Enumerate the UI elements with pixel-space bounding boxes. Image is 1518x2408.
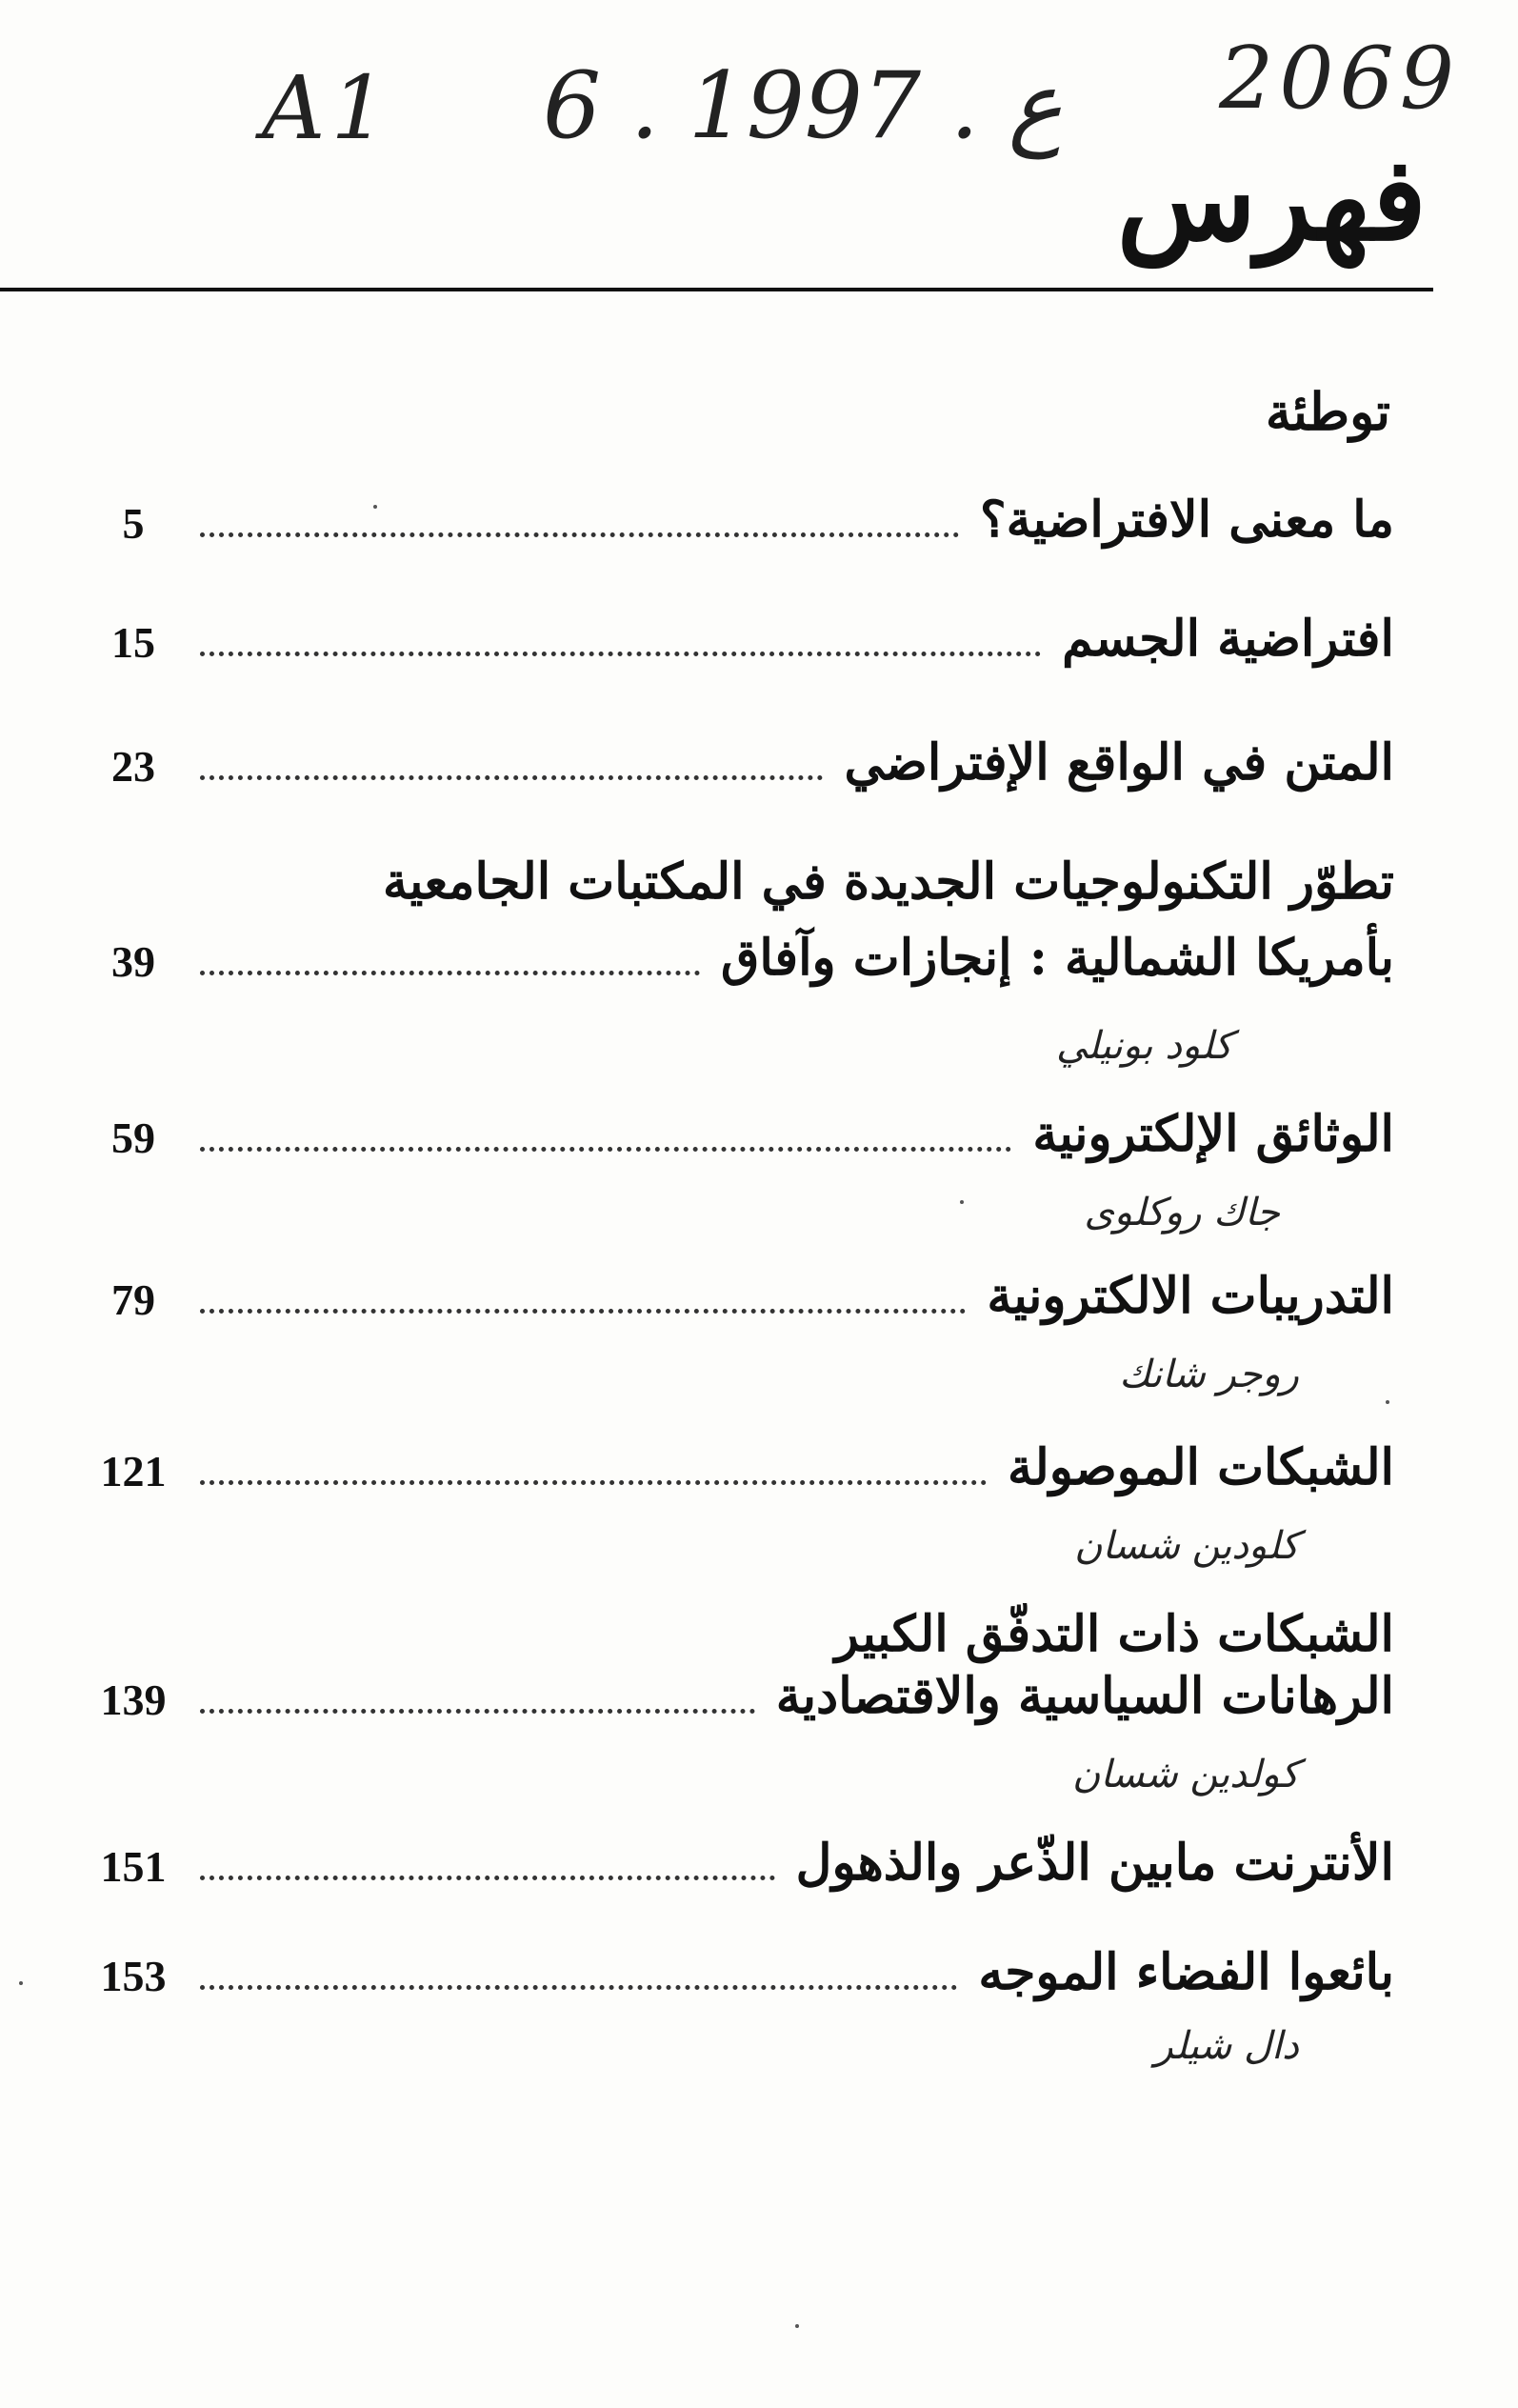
toc-entry-page: 121 [100, 1447, 167, 1495]
toc-entry-title: ما معنى الافتراضية؟ [980, 491, 1394, 549]
toc-entry [95, 1667, 1394, 1725]
toc-entry-title: المتن في الواقع الإفتراضي [844, 733, 1394, 792]
dot-leader [200, 1146, 1011, 1152]
toc-entry-author: كولدين شسان [1072, 1753, 1299, 1796]
toc-entry-page: 15 [111, 618, 155, 667]
toc-entry-page: 151 [100, 1842, 167, 1891]
toc-entry-title: الوثائق الإلكترونية [1032, 1105, 1394, 1163]
handwritten-shelf-mark: A1 [262, 57, 392, 159]
dot-leader [200, 532, 959, 537]
dot-leader [200, 651, 1041, 656]
toc-entry-title-line1: تطوّر التكنولوجيات الجديدة في المكتبات الجامعية [382, 853, 1394, 911]
toc-entry [95, 1438, 1394, 1496]
toc-entry-title: بأمريكا الشمالية : إنجازات وآفاق [721, 929, 1394, 987]
toc-entry [95, 1834, 1394, 1892]
dot-leader [200, 1308, 966, 1314]
dot-leader [200, 1984, 957, 1990]
toc-entry [95, 1267, 1394, 1325]
toc-entry [95, 491, 1394, 549]
dot-leader [200, 1708, 755, 1714]
section-label: توطئة [1265, 381, 1390, 442]
scan-speck [19, 1981, 23, 1985]
toc-entry-title: بائعوا الفضاء الموجه [978, 1943, 1394, 2001]
toc-entry-page: 153 [100, 1952, 167, 2000]
toc-entry-title-line1: الشبكات ذات التدفّق الكبير [834, 1605, 1394, 1663]
toc-entry-title: افتراضية الجسم [1062, 610, 1394, 668]
toc-entry [95, 610, 1394, 668]
dot-leader [200, 970, 700, 975]
toc-entry-author: دال شيلر [1154, 2024, 1299, 2068]
toc-entry-title: الرهانات السياسية والاقتصادية [775, 1667, 1394, 1725]
dot-leader [200, 774, 823, 780]
toc-entry-page: 79 [111, 1275, 155, 1324]
toc-entry [95, 1943, 1394, 2001]
toc-entry-author: جاك روكلوى [1084, 1191, 1280, 1234]
title-rule [0, 288, 1433, 291]
toc-entry-author: كلودين شسان [1074, 1524, 1299, 1568]
toc-entry-title: التدريبات الالكترونية [987, 1267, 1394, 1325]
toc-entry-page: 39 [111, 937, 155, 986]
toc-entry [95, 733, 1394, 792]
dot-leader [200, 1479, 987, 1485]
toc-entry-page: 139 [100, 1676, 167, 1724]
toc-entry [95, 929, 1394, 987]
toc-entry [95, 1105, 1394, 1163]
scan-speck [373, 505, 377, 509]
toc-entry-title: الشبكات الموصولة [1008, 1438, 1394, 1496]
page-title: فهرس [1116, 132, 1427, 267]
handwritten-accession-number: 2069 [1219, 29, 1461, 129]
toc-entry-page: 23 [111, 742, 155, 791]
dot-leader [200, 1875, 775, 1880]
scan-speck [960, 1200, 964, 1204]
toc-entry-page: 59 [111, 1114, 155, 1162]
toc-entry-page: 5 [122, 499, 145, 548]
scan-speck [795, 2324, 799, 2328]
handwritten-date: 6 . ع . 1997 [543, 52, 1063, 159]
scan-speck [1386, 1400, 1389, 1404]
toc-entry-author: كلود بونيلي [1055, 1024, 1232, 1068]
toc-entry-author: روجر شانك [1119, 1353, 1299, 1396]
toc-entry-title: الأنترنت مابين الذّعر والذهول [795, 1834, 1394, 1892]
